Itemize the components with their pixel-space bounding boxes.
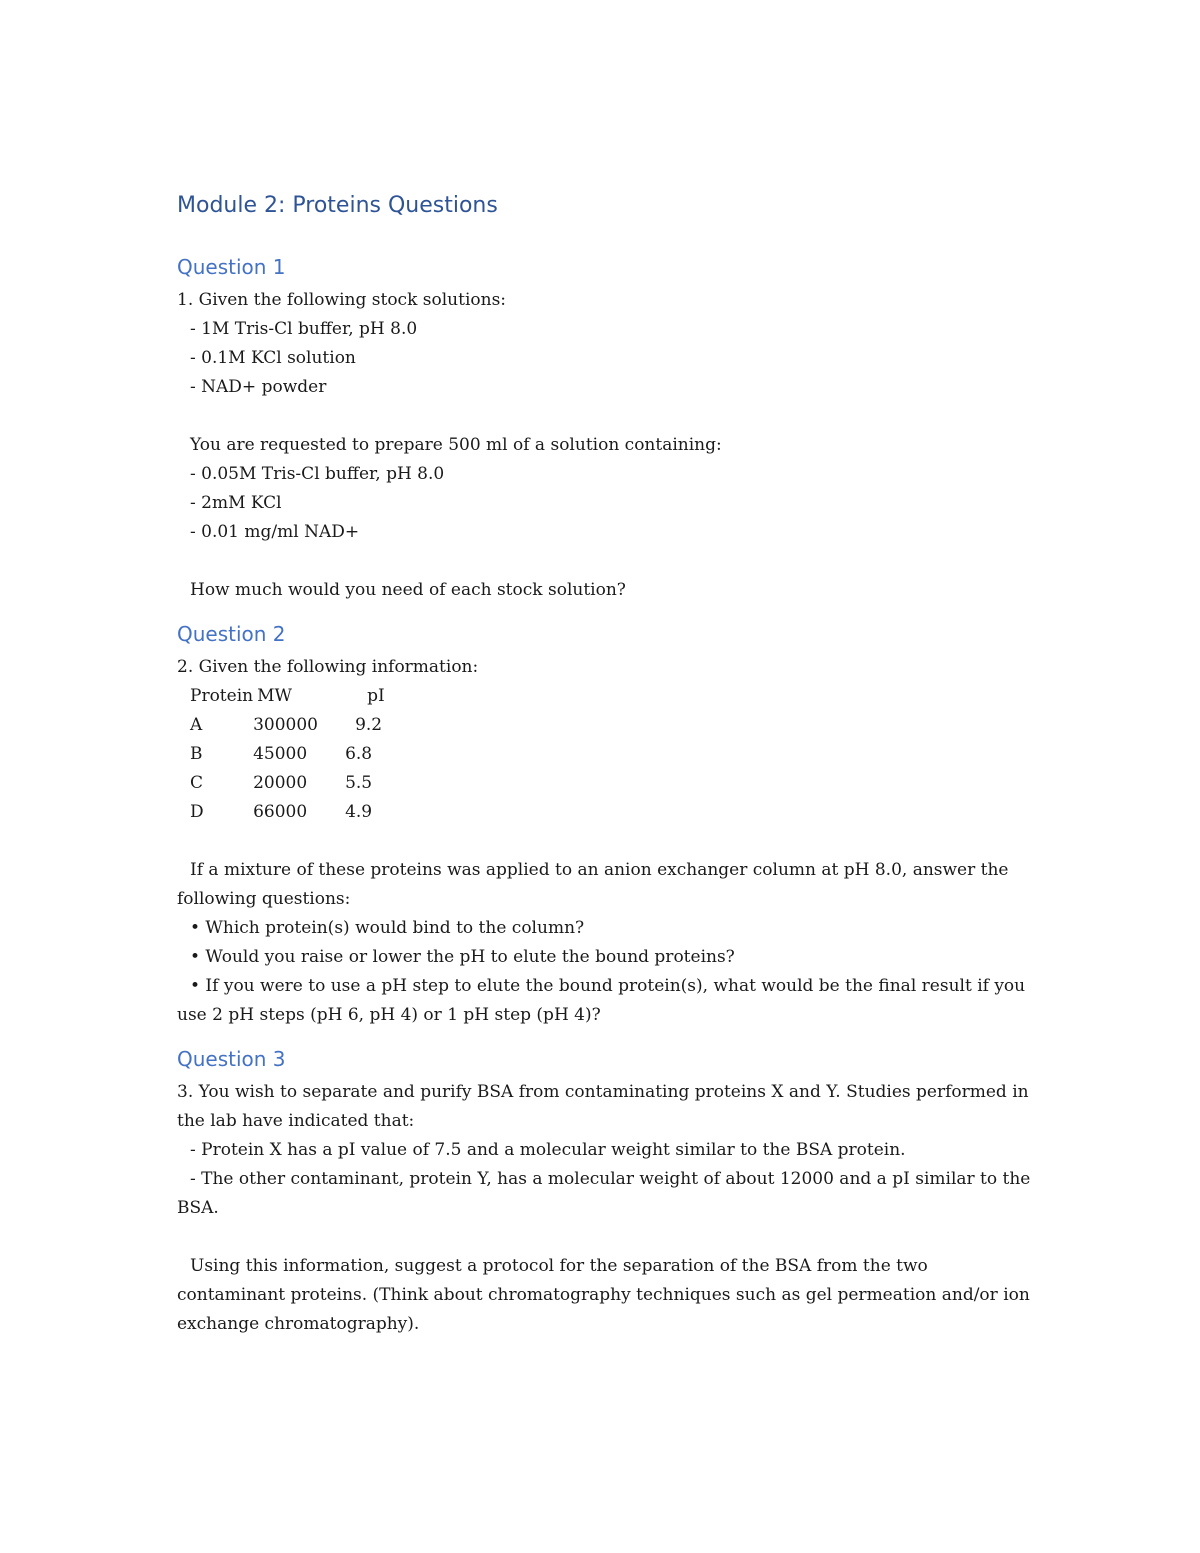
question-2-prompt: [177, 856, 1037, 914]
question-2-bullet-text: • If you were to use a pH step to elute the bound protein(s), what would be the final result if you use 2 pH steps (pH 6, pH 4) or 1 pH step (pH 4)?: [177, 976, 1026, 1025]
table-cell: 9.2: [355, 715, 383, 735]
column-header: pI: [367, 686, 385, 706]
question-3-task: [177, 1252, 1037, 1339]
table-row: [190, 798, 427, 827]
column-header: MW: [257, 686, 292, 706]
table-cell: D: [190, 802, 204, 822]
target-item: - 2mM KCl: [190, 493, 282, 513]
question-2-bullet: • Would you raise or lower the pH to elute the bound proteins?: [190, 947, 735, 967]
question-1-heading: Question 1: [177, 255, 286, 279]
document-page: [177, 190, 1037, 1339]
table-row: [190, 769, 427, 798]
column-header: Protein: [190, 686, 254, 706]
question-3-task-text: Using this information, suggest a protocol for the separation of the BSA from the two contaminant proteins. (Think about chromatography techniques such as gel permeation and/or ion exchange chromatography).: [177, 1256, 1030, 1334]
question-3-fact-text: - The other contaminant, protein Y, has a molecular weight of about 12000 and a pI similar to the BSA.: [177, 1169, 1031, 1218]
table-row: [190, 711, 427, 740]
table-cell: 20000: [253, 773, 308, 793]
question-2-prompt-text: If a mixture of these proteins was applied to an anion exchanger column at pH 8.0, answer the following questions:: [177, 860, 1009, 909]
stock-item: - NAD+ powder: [190, 377, 327, 397]
stock-item: - 0.1M KCl solution: [190, 348, 356, 368]
question-2-bullet: • Which protein(s) would bind to the column?: [190, 918, 585, 938]
table-cell: 300000: [253, 715, 318, 735]
question-1-intro: 1. Given the following stock solutions:: [177, 290, 507, 310]
table-cell: B: [190, 744, 203, 764]
protein-table: [190, 682, 427, 827]
document-title: Module 2: Proteins Questions: [177, 193, 498, 218]
table-cell: 5.5: [345, 773, 373, 793]
table-cell: A: [190, 715, 203, 735]
question-3-fact: - Protein X has a pI value of 7.5 and a molecular weight similar to the BSA protein.: [190, 1140, 906, 1160]
table-cell: 6.8: [345, 744, 373, 764]
question-3-intro: 3. You wish to separate and purify BSA from contaminating proteins X and Y. Studies performed in the lab have indicated that:: [177, 1082, 1029, 1131]
question-1-request: You are requested to prepare 500 ml of a solution containing:: [190, 435, 722, 455]
question-3-fact: [177, 1165, 1037, 1223]
target-item: - 0.05M Tris-Cl buffer, pH 8.0: [190, 464, 445, 484]
table-cell: 4.9: [345, 802, 373, 822]
stock-item: - 1M Tris-Cl buffer, pH 8.0: [190, 319, 418, 339]
target-item: - 0.01 mg/ml NAD+: [190, 522, 360, 542]
question-2-intro: 2. Given the following information:: [177, 657, 479, 677]
table-cell: 66000: [253, 802, 308, 822]
question-1-question: How much would you need of each stock solution?: [190, 580, 626, 600]
table-row: [190, 740, 427, 769]
question-2-bullet: [177, 972, 1037, 1030]
table-header-row: [190, 682, 427, 711]
question-2-heading: Question 2: [177, 622, 286, 646]
table-cell: C: [190, 773, 204, 793]
table-cell: 45000: [253, 744, 308, 764]
question-3-heading: Question 3: [177, 1047, 286, 1071]
